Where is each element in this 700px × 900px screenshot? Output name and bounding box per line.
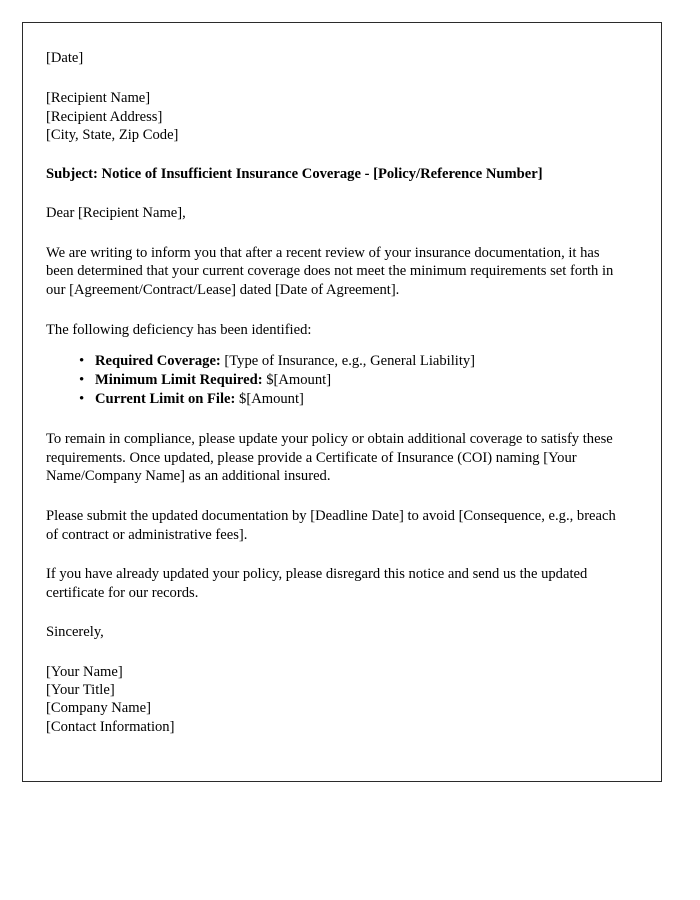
deficiency-label: Minimum Limit Required:: [95, 372, 263, 389]
deficiency-label: Current Limit on File:: [95, 391, 236, 408]
signature-your-title: [Your Title]: [46, 681, 115, 698]
salutation: Dear [Recipient Name],: [46, 205, 186, 222]
signature-your-name: [Your Name]: [46, 663, 123, 680]
list-item: [79, 352, 625, 371]
bullet-icon: •: [79, 391, 85, 408]
paragraph-compliance: To remain in compliance, please update your policy or obtain additional coverage to satisfy these requirements. Once updated, please provide a Certificate of Insurance (COI) naming [Your Name/Company Name] as an additional insured.: [46, 431, 613, 485]
deficiency-value: [Type of Insurance, e.g., General Liability]: [220, 353, 476, 370]
signature-company-name: [Company Name]: [46, 700, 151, 717]
closing-salutation: Sincerely,: [46, 624, 104, 641]
bullet-icon: •: [79, 353, 85, 370]
spacer-after-date: [46, 67, 625, 89]
recipient-name: [Recipient Name]: [46, 90, 151, 107]
letter-content: [23, 23, 661, 736]
recipient-city-state-zip: [City, State, Zip Code]: [46, 126, 179, 143]
date-placeholder: [Date]: [46, 50, 84, 66]
signature-block: [46, 663, 625, 736]
paragraph-intro: We are writing to inform you that after a recent review of your insurance documentation, it has been determined that your current coverage does not meet the minimum requirements set forth in our [Agreement/Contract/Lease] dated [Date of Agreement].: [46, 244, 614, 298]
list-item: [79, 371, 625, 390]
recipient-address: [Recipient Address]: [46, 108, 163, 125]
deficiency-list: [46, 352, 625, 409]
deficiency-value: $[Amount]: [235, 391, 304, 408]
paragraph-list-intro: The following deficiency has been identified:: [46, 321, 312, 338]
deficiency-value: $[Amount]: [262, 372, 332, 389]
letter-page-border: [22, 22, 662, 782]
bullet-icon: •: [79, 372, 85, 389]
subject-line: Subject: Notice of Insufficient Insurance Coverage - [Policy/Reference Number]: [46, 166, 543, 183]
recipient-address-block: [46, 89, 625, 144]
signature-contact-information: [Contact Information]: [46, 718, 175, 735]
list-item: [79, 390, 625, 409]
paragraph-disregard: If you have already updated your policy, please disregard this notice and send us the updated certificate for our records.: [46, 566, 588, 601]
deficiency-label: Required Coverage:: [95, 353, 221, 370]
paragraph-deadline: Please submit the updated documentation by [Deadline Date] to avoid [Consequence, e.g., breach of contract or administrative fees].: [46, 507, 616, 543]
